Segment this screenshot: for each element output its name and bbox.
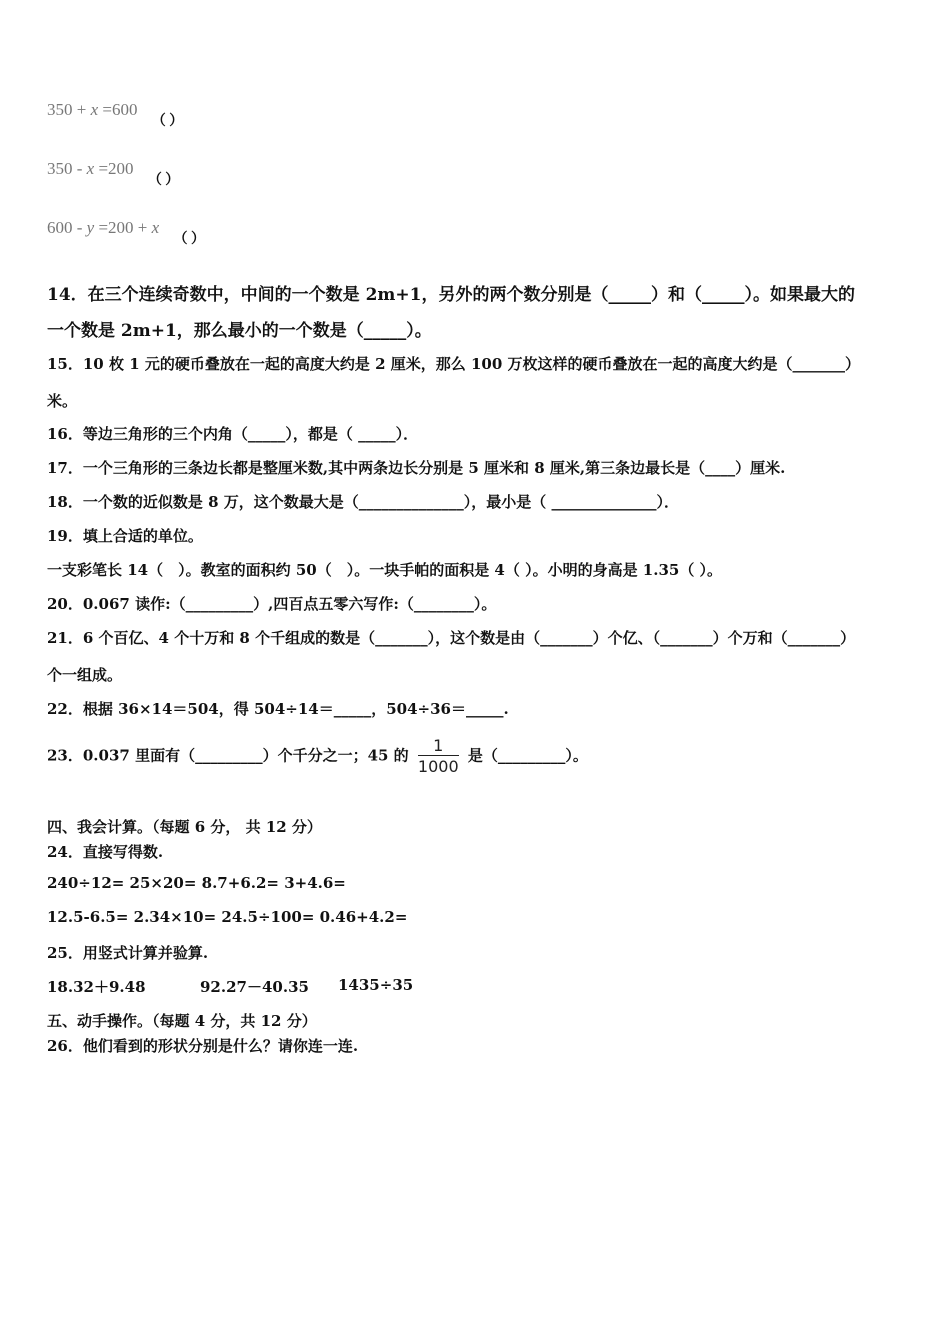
q25-title: 25．用竖式计算并验算. bbox=[47, 944, 209, 962]
section-4-heading: 四、我会计算。（每题 6 分， 共 12 分） bbox=[47, 818, 322, 836]
eq3-op: - bbox=[76, 218, 83, 237]
q24-row1: 240÷12= 25×20= 8.7+6.2= 3+4.6= bbox=[47, 874, 346, 892]
fraction-denominator: 1000 bbox=[417, 757, 459, 776]
q24-row2: 12.5-6.5= 2.34×10= 24.5÷100= 0.46+4.2= bbox=[47, 908, 408, 926]
fraction-numerator: 1 bbox=[433, 736, 444, 755]
eq2-op: - bbox=[76, 159, 83, 178]
q25-item-3: 1435÷35 bbox=[338, 976, 414, 994]
q21-line2: 个一组成。 bbox=[47, 666, 123, 684]
q17: 17．一个三角形的三条边长都是整厘米数,其中两条边长分别是 5 厘米和 8 厘米,第三条边最长是（____）厘米. bbox=[47, 459, 786, 477]
eq1-var: x bbox=[90, 100, 99, 119]
q14-line1: 14．在三个连续奇数中，中间的一个数是 2m+1，另外的两个数分别是（_____）和（_____）。如果最大的 bbox=[47, 285, 855, 305]
q23-fraction bbox=[418, 737, 459, 776]
eq1-lhs: 350 bbox=[47, 100, 73, 119]
q18: 18．一个数的近似数是 8 万，这个数最大是（______________），最小是（ ______________）． bbox=[47, 493, 679, 511]
equation-3 bbox=[47, 218, 205, 247]
equation-2 bbox=[47, 159, 180, 188]
eq2-lhs: 350 bbox=[47, 159, 73, 178]
q15-line2: 米。 bbox=[47, 392, 78, 410]
q16: 16．等边三角形的三个内角（_____），都是（ _____）． bbox=[47, 425, 419, 443]
eq1-answer-blank[interactable]: （ ） bbox=[151, 114, 184, 129]
eq3-rhs: =200 + bbox=[98, 218, 148, 237]
eq2-rhs: =200 bbox=[98, 159, 134, 178]
q15-line1: 15．10 枚 1 元的硬币叠放在一起的高度大约是 2 厘米，那么 100 万枚这样的硬币叠放在一起的高度大约是（_______） bbox=[47, 355, 860, 373]
q24-title: 24．直接写得数. bbox=[47, 843, 164, 861]
q19-title: 19．填上合适的单位。 bbox=[47, 527, 203, 545]
eq1-op: + bbox=[76, 100, 87, 119]
q25-item-1: 18.32＋9.48 bbox=[47, 978, 146, 996]
eq2-answer-blank[interactable]: （ ） bbox=[147, 173, 180, 188]
eq2-var: x bbox=[86, 159, 95, 178]
q21-line1: 21．6 个百亿、4 个十万和 8 个千组成的数是（_______），这个数是由（_______）个亿、（_______）个万和（_______） bbox=[47, 629, 856, 647]
eq3-answer-blank[interactable]: （ ） bbox=[173, 232, 205, 247]
q20: 20．0.067 读作:（_________）,四百点五零六写作:（________）。 bbox=[47, 595, 497, 613]
q19-body: 一支彩笔长 14（ ）。教室的面积约 50（ ）。一块手帕的面积是 4（ ）。小明的身高是 1.35（ ）。 bbox=[47, 561, 723, 579]
q23 bbox=[47, 737, 588, 776]
q23-before: 23．0.037 里面有（_________）个千分之一；45 的 bbox=[47, 746, 409, 765]
q23-after: 是（_________）。 bbox=[467, 746, 588, 765]
q25-item-2: 92.27－40.35 bbox=[200, 978, 309, 996]
q14-line2: 一个数是 2m+1，那么最小的一个数是（_____）。 bbox=[47, 321, 432, 341]
eq3-var: y bbox=[86, 218, 95, 237]
eq3-lhs: 600 bbox=[47, 218, 73, 237]
q26: 26．他们看到的形状分别是什么？请你连一连. bbox=[47, 1037, 359, 1055]
q22: 22．根据 36×14＝504，得 504÷14＝_____，504÷36＝_____. bbox=[47, 700, 509, 718]
section-5-heading: 五、动手操作。（每题 4 分，共 12 分） bbox=[47, 1012, 317, 1030]
eq3-var2: x bbox=[151, 218, 160, 237]
eq1-rhs: =600 bbox=[102, 100, 138, 119]
equation-1 bbox=[47, 100, 184, 129]
